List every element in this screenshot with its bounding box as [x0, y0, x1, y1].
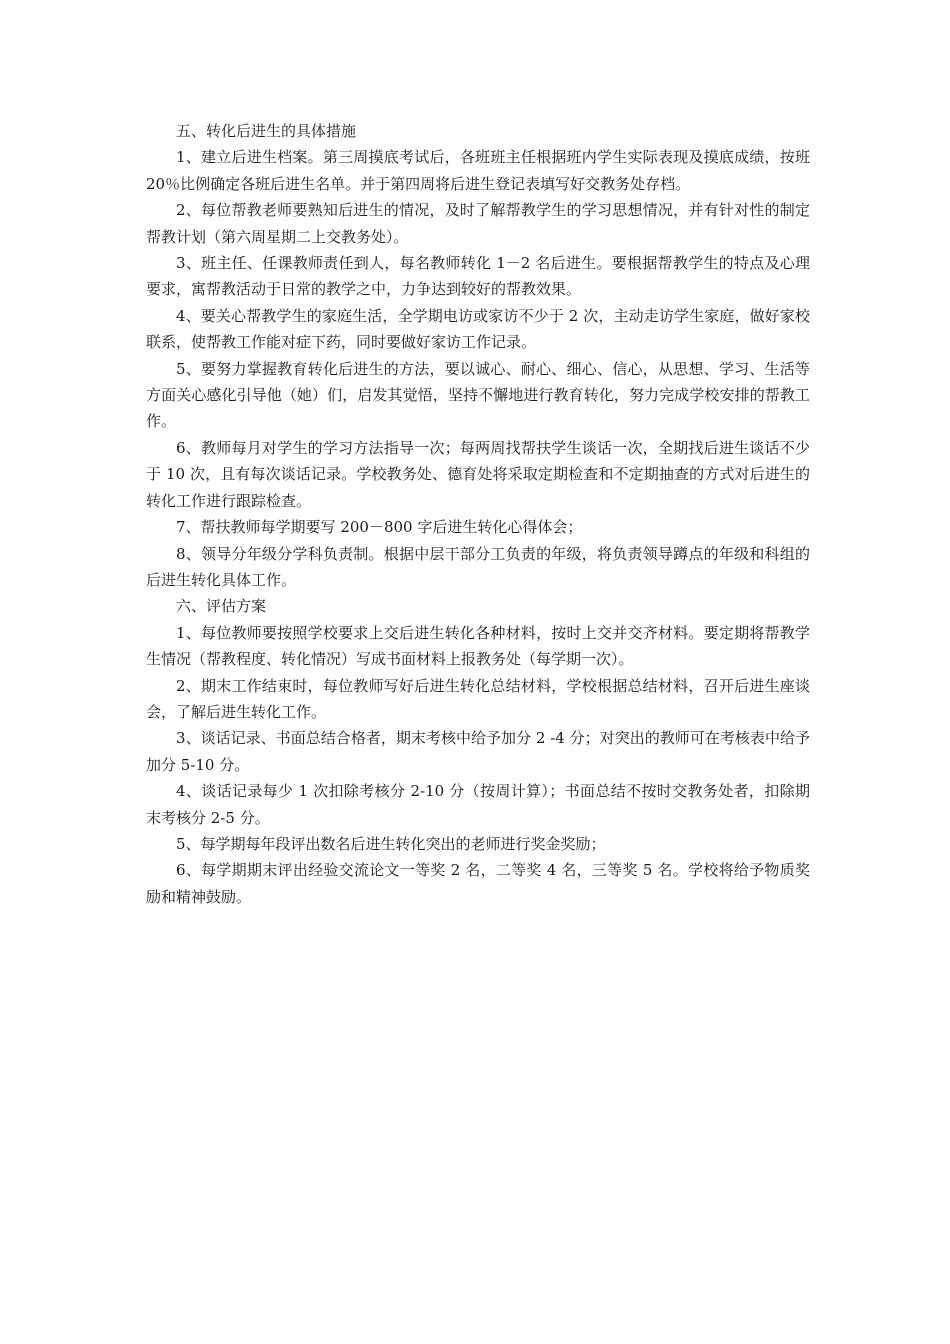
section-5-item-6: 6、教师每月对学生的学习方法指导一次；每两周找帮扶学生谈话一次，全期找后进生谈话不少于 10 次，且有每次谈话记录。学校教务处、德育处将采取定期检查和不定期抽查的方式对后进生的转化工作进行跟踪检查。	[146, 438, 810, 510]
section-6-item-5: 5、每学期每年段评出数名后进生转化突出的老师进行奖金奖励；	[176, 834, 606, 853]
section-5-item-7: 7、帮扶教师每学期要写 200－800 字后进生转化心得体会；	[176, 518, 583, 537]
document-page	[146, 118, 810, 910]
section-5-item-8: 8、领导分年级分学科负责制。根据中层干部分工负责的年级，将负责领导蹲点的年级和科组的后进生转化具体工作。	[146, 544, 810, 589]
section-5-item-4: 4、要关心帮教学生的家庭生活，全学期电访或家访不少于 2 次，主动走访学生家庭，做好家校联系，使帮教工作能对症下药，同时要做好家访工作记录。	[146, 306, 810, 352]
section-6-item-3: 3、谈话记录、书面总结合格者，期末考核中给予加分 2 -4 分；对突出的教师可在考核表中给予加分 5-10 分。	[146, 729, 810, 774]
section-6-heading: 六、评估方案	[176, 597, 267, 616]
section-5-item-3: 3、班主任、任课教师责任到人，每名教师转化 1－2 名后进生。要根据帮教学生的特点及心理要求，寓帮教活动于日常的教学之中，力争达到较好的帮教效果。	[146, 254, 810, 299]
section-6-item-1: 1、每位教师要按照学校要求上交后进生转化各种材料，按时上交并交齐材料。要定期将帮教学生情况（帮教程度、转化情况）写成书面材料上报教务处（每学期一次）。	[146, 623, 810, 669]
section-5-heading: 五、转化后进生的具体措施	[176, 122, 357, 140]
section-6-item-6: 6、每学期期末评出经验交流论文一等奖 2 名，二等奖 4 名，三等奖 5 名。学校将给予物质奖励和精神鼓励。	[146, 861, 810, 906]
section-5-item-2: 2、每位帮教老师要熟知后进生的情况，及时了解帮教学生的学习思想情况，并有针对性的制定帮教计划（第六周星期二上交教务处）。	[146, 201, 810, 246]
section-6-item-4: 4、谈话记录每少 1 次扣除考核分 2-10 分（按周计算）；书面总结不按时交教务处者，扣除期末考核分 2-5 分。	[146, 782, 810, 827]
section-5-item-1: 1、建立后进生档案。第三周摸底考试后，各班班主任根据班内学生实际表现及摸底成绩，按班 20％比例确定各班后进生名单。并于第四周将后进生登记表填写好交教务处存档。	[146, 148, 810, 193]
section-5-item-5: 5、要努力掌握教育转化后进生的方法，要以诚心、耐心、细心、信心，从思想、学习、生活等方面关心感化引导他（她）们，启发其觉悟，坚持不懈地进行教育转化，努力完成学校安排的帮教工作。	[146, 359, 810, 431]
section-6-item-2: 2、期末工作结束时，每位教师写好后进生转化总结材料，学校根据总结材料，召开后进生座谈会，了解后进生转化工作。	[146, 676, 810, 721]
